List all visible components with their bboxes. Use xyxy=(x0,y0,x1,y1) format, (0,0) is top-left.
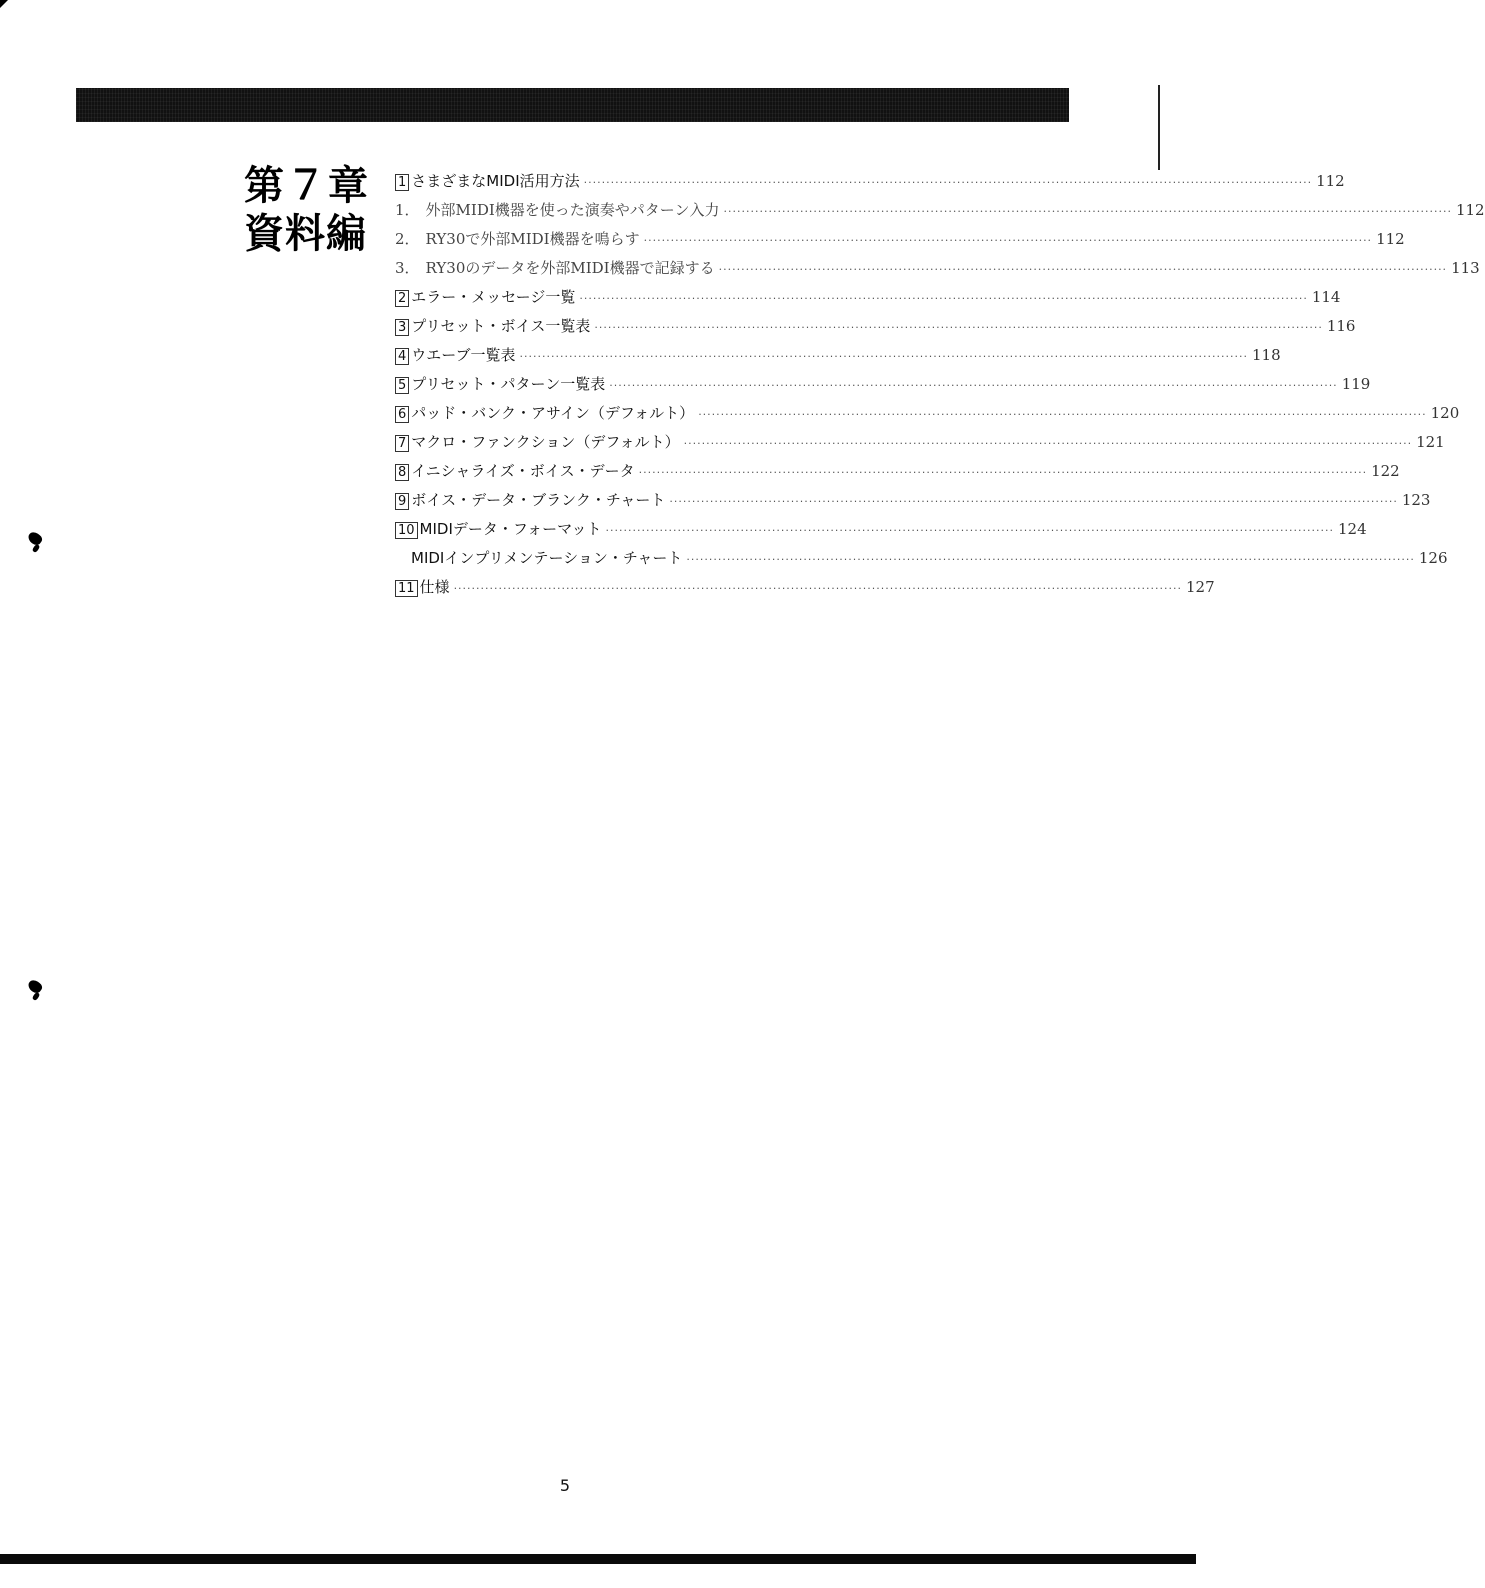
toc-entry[interactable] xyxy=(395,167,1345,196)
toc-entry-label: ボイス・データ・ブランク・チャート xyxy=(411,491,666,509)
toc-entry-number: 3． xyxy=(395,259,420,277)
toc-entry-label: さまざまなMIDI活用方法 xyxy=(411,172,580,190)
toc-entry-page: 121 xyxy=(1416,433,1445,451)
page-number: 5 xyxy=(559,1476,571,1495)
chapter-number: 第７章 xyxy=(244,163,370,209)
toc-entry-number: 1 xyxy=(395,174,409,191)
toc-entry-label: RY30のデータを外部MIDI機器で記録する xyxy=(425,259,715,277)
toc-leader-dots: ·································································································································································· xyxy=(683,437,1413,450)
toc-entry-number: 7 xyxy=(395,435,409,452)
toc-entry-label: 仕様 xyxy=(419,578,450,596)
toc-leader-dots: ·································································································································································· xyxy=(453,582,1183,595)
toc-entry-label: パッド・バンク・アサイン（デフォルト） xyxy=(411,404,695,422)
toc-leader-dots: ·································································································································································· xyxy=(583,176,1313,189)
toc-leader-dots: ·································································································································································· xyxy=(686,553,1415,566)
toc-entry-label: プリセット・パターン一覧表 xyxy=(411,375,606,393)
margin-rule xyxy=(1158,85,1160,170)
corner-mark xyxy=(0,0,8,8)
toc-entry-page: 126 xyxy=(1418,549,1448,567)
toc-entry[interactable] xyxy=(395,486,1431,515)
chapter-heading xyxy=(244,162,374,258)
toc-entry[interactable] xyxy=(395,283,1341,312)
toc-entry-label: 外部MIDI機器を使った演奏やパターン入力 xyxy=(425,201,720,219)
toc-entry-number: 2 xyxy=(395,290,409,307)
toc-entry-number: 9 xyxy=(395,493,409,510)
toc-entry-page: 124 xyxy=(1338,520,1367,538)
table-of-contents xyxy=(395,167,1485,602)
toc-entry-page: 114 xyxy=(1311,288,1341,306)
toc-entry-label: ウエーブ一覧表 xyxy=(411,346,516,364)
toc-entry[interactable] xyxy=(395,428,1445,457)
toc-entry-label: MIDIデータ・フォーマット xyxy=(419,520,602,538)
chapter-title: 資料編 xyxy=(244,211,367,257)
toc-entry-page: 120 xyxy=(1430,404,1460,422)
toc-entry[interactable] xyxy=(395,225,1405,254)
toc-entry-label: プリセット・ボイス一覧表 xyxy=(411,317,591,335)
toc-leader-dots: ·································································································································································· xyxy=(605,524,1334,537)
toc-leader-dots: ·································································································································································· xyxy=(609,379,1338,392)
toc-entry-label: RY30で外部MIDI機器を鳴らす xyxy=(425,230,640,248)
toc-leader-dots: ·································································································································································· xyxy=(669,495,1398,508)
toc-entry[interactable] xyxy=(395,196,1485,225)
toc-entry[interactable] xyxy=(395,341,1281,370)
toc-entry[interactable] xyxy=(395,370,1371,399)
chapter-header-bar xyxy=(76,88,1069,122)
toc-entry-number: 1． xyxy=(395,201,420,219)
toc-leader-dots: ·································································································································································· xyxy=(718,263,1448,276)
bottom-edge-bar xyxy=(0,1554,1196,1564)
toc-entry-page: 116 xyxy=(1326,317,1356,335)
toc-leader-dots: ·································································································································································· xyxy=(643,234,1373,247)
toc-entry-label: エラー・メッセージ一覧 xyxy=(411,288,576,306)
toc-entry-number: 8 xyxy=(395,464,409,481)
toc-entry-number: 11 xyxy=(395,580,418,597)
toc-entry-number: 4 xyxy=(395,348,409,365)
binding-punch-mark xyxy=(26,978,44,995)
toc-entry-page: 113 xyxy=(1451,259,1480,277)
toc-leader-dots: ·································································································································································· xyxy=(579,292,1308,305)
toc-entry-page: 112 xyxy=(1455,201,1485,219)
toc-entry-number: 3 xyxy=(395,319,409,336)
toc-entry[interactable] xyxy=(395,457,1400,486)
toc-leader-dots: ·································································································································································· xyxy=(638,466,1368,479)
toc-entry-page: 118 xyxy=(1252,346,1281,364)
toc-entry-page: 112 xyxy=(1316,172,1345,190)
toc-entry-label: マクロ・ファンクション（デフォルト） xyxy=(411,433,680,451)
toc-entry[interactable] xyxy=(395,515,1367,544)
toc-leader-dots: ·································································································································································· xyxy=(519,350,1248,363)
toc-entry[interactable] xyxy=(395,399,1460,428)
toc-entry[interactable] xyxy=(395,312,1356,341)
toc-leader-dots: ·································································································································································· xyxy=(698,408,1427,421)
toc-entry-number: 6 xyxy=(395,406,409,423)
toc-leader-dots: ·································································································································································· xyxy=(723,205,1452,218)
toc-entry[interactable] xyxy=(395,573,1215,602)
binding-punch-mark xyxy=(26,530,44,547)
toc-leader-dots: ·································································································································································· xyxy=(594,321,1323,334)
toc-entry[interactable] xyxy=(395,254,1480,283)
toc-entry[interactable] xyxy=(395,544,1448,573)
toc-entry-page: 123 xyxy=(1401,491,1431,509)
toc-entry-label: イニシャライズ・ボイス・データ xyxy=(411,462,635,480)
toc-entry-number: 5 xyxy=(395,377,409,394)
toc-entry-number: 10 xyxy=(395,522,418,539)
toc-entry-label: MIDIインプリメンテーション・チャート xyxy=(411,549,683,567)
toc-entry-page: 112 xyxy=(1376,230,1405,248)
toc-entry-page: 122 xyxy=(1371,462,1400,480)
toc-entry-page: 119 xyxy=(1341,375,1371,393)
toc-entry-number: 2． xyxy=(395,230,420,248)
toc-entry-page: 127 xyxy=(1186,578,1215,596)
